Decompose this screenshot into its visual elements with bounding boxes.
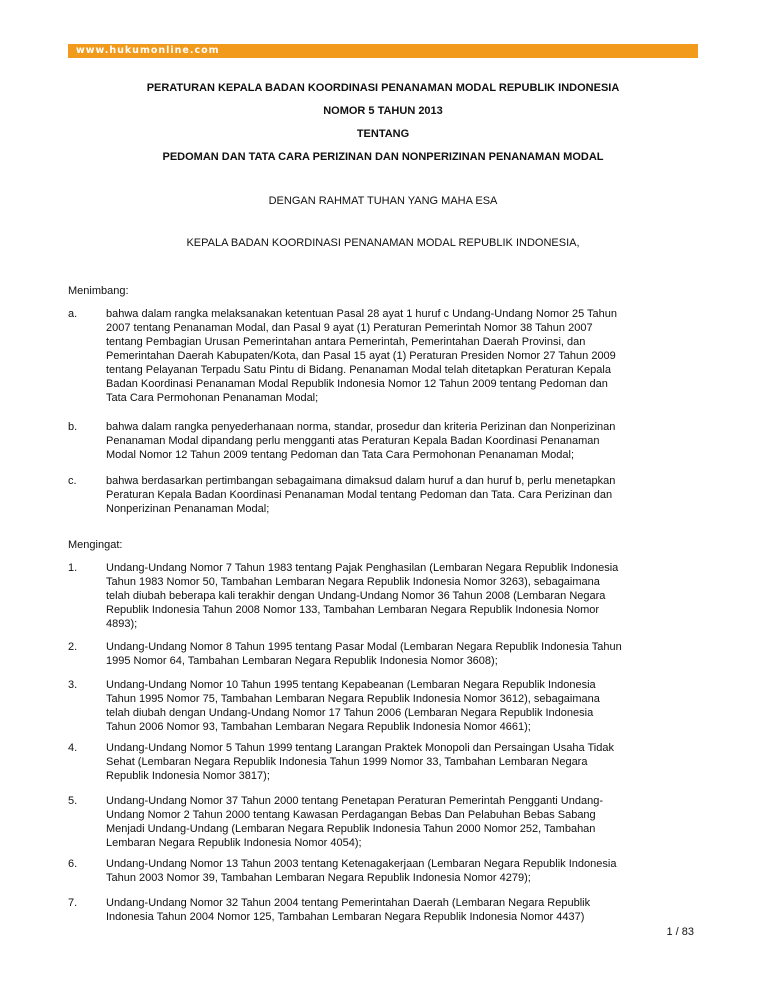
title-line-2: NOMOR 5 TAHUN 2013 [323,105,443,117]
item-line: Lembaran Negara Republik Indonesia Nomor 4054); [106,837,362,849]
item-line: Menjadi Undang-Undang (Lembaran Negara Republik Indonesia Tahun 2000 Nomor 252, Tambahan [106,823,596,835]
item-line: tentang Pembagian Urusan Pemerintahan antara Pemerintah, Pemerintahan Daerah Provinsi, dan [106,336,586,348]
item-line: Tata Cara Permohonan Penanaman Modal; [106,392,319,404]
title-line-3: TENTANG [356,128,410,140]
item-line: Undang-Undang Nomor 37 Tahun 2000 tentang Penetapan Peraturan Pemerintah Pengganti Undang- [106,795,603,807]
item-marker: a. [68,308,78,320]
item-line: Undang-Undang Nomor 13 Tahun 2003 tentang Ketenagakerjaan (Lembaran Negara Republik Indonesia [106,858,617,870]
item-line: Tahun 2003 Nomor 39, Tambahan Lembaran Negara Republik Indonesia Nomor 4279); [106,872,531,884]
page-number: 1 / 83 [666,926,694,938]
item-line: Pemerintahan Daerah Kabupaten/Kota, dan Pasal 15 ayat (1) Peraturan Presiden Nomor 27 Tahun 2009 [106,350,616,362]
item-line: Tahun 2006 Nomor 93, Tambahan Lembaran Negara Republik Indonesia Nomor 4661); [106,721,531,733]
site-header-bar [68,44,698,58]
item-marker: 1. [68,562,78,574]
item-line: Republik Indonesia Nomor 3817); [106,770,270,782]
item-line: Undang-Undang Nomor 5 Tahun 1999 tentang Larangan Praktek Monopoli dan Persaingan Usaha Tidak [106,742,614,754]
item-line: Undang-Undang Nomor 32 Tahun 2004 tentang Pemerintahan Daerah (Lembaran Negara Republik [106,897,591,909]
item-line: 2007 tentang Penanaman Modal, dan Pasal 9 ayat (1) Peraturan Pemerintah Nomor 38 Tahun 2007 [106,322,593,334]
item-line: Modal Nomor 12 Tahun 2009 tentang Pedoman dan Tata Cara Permohonan Penanaman Modal; [106,449,575,461]
item-line: Undang-Undang Nomor 10 Tahun 1995 tentang Kepabeanan (Lembaran Negara Republik Indonesia [106,679,596,691]
item-marker: 6. [68,858,78,870]
item-line: Republik Indonesia Tahun 2008 Nomor 133, Tambahan Lembaran Negara Republik Indonesia Nomor [106,604,600,616]
title-line-4: PEDOMAN DAN TATA CARA PERIZINAN DAN NONPERIZINAN PENANAMAN MODAL [162,151,604,163]
item-line: Tahun 1995 Nomor 75, Tambahan Lembaran Negara Republik Indonesia Nomor 3612), sebagaimana [106,693,600,705]
item-line: 1995 Nomor 64, Tambahan Lembaran Negara Republik Indonesia Nomor 3608); [106,655,498,667]
item-line: telah diubah beberapa kali terakhir dengan Undang-Undang Nomor 36 Tahun 2008 (Lembaran Negara [106,590,606,602]
mengingat-label: Mengingat: [68,539,123,551]
item-line: telah diubah dengan Undang-Undang Nomor 17 Tahun 2006 (Lembaran Negara Republik Indonesia [106,707,594,719]
item-line: Nonperizinan Penanaman Modal; [106,503,270,515]
preamble-kepala: KEPALA BADAN KOORDINASI PENANAMAN MODAL REPUBLIK INDONESIA, [186,237,580,249]
title-line-1: PERATURAN KEPALA BADAN KOORDINASI PENANAMAN MODAL REPUBLIK INDONESIA [146,82,620,94]
preamble-rahmat: DENGAN RAHMAT TUHAN YANG MAHA ESA [268,195,498,207]
item-line: Penanaman Modal dipandang perlu mengganti atas Peraturan Kepala Badan Koordinasi Penanaman [106,435,600,447]
item-marker: 3. [68,679,78,691]
item-line: Sehat (Lembaran Negara Republik Indonesia Tahun 1999 Nomor 33, Tambahan Lembaran Negara [106,756,588,768]
item-marker: 5. [68,795,78,807]
item-marker: 2. [68,641,78,653]
item-line: Indonesia Tahun 2004 Nomor 125, Tambahan Lembaran Negara Republik Indonesia Nomor 4437) [106,911,585,923]
item-marker: b. [68,421,78,433]
item-line: Badan Koordinasi Penanaman Modal Republik Indonesia Nomor 12 Tahun 2009 tentang Pedoman dan [106,378,608,390]
item-marker: 7. [68,897,78,909]
item-line: 4893); [106,618,138,630]
item-line: Tahun 1983 Nomor 50, Tambahan Lembaran Negara Republik Indonesia Nomor 3263), sebagaimana [106,576,600,588]
item-line: Undang Nomor 2 Tahun 2000 tentang Kawasan Perdagangan Bebas Dan Pelabuhan Bebas Sabang [106,809,596,821]
menimbang-label: Menimbang: [68,285,129,297]
item-marker: c. [68,475,77,487]
site-url[interactable]: www.hukumonline.com [76,45,220,56]
item-marker: 4. [68,742,78,754]
item-line: tentang Pelayanan Terpadu Satu Pintu di Bidang. Penanaman Modal telah ditetapkan Peraturan Kepala [106,364,611,376]
item-line: bahwa berdasarkan pertimbangan sebagaimana dimaksud dalam huruf a dan huruf b, perlu menetapkan [106,475,616,487]
item-line: bahwa dalam rangka penyederhanaan norma, standar, prosedur dan kriteria Perizinan dan Nonperizinan [106,421,616,433]
item-line: Undang-Undang Nomor 8 Tahun 1995 tentang Pasar Modal (Lembaran Negara Republik Indonesia Tahun [106,641,622,653]
item-line: Undang-Undang Nomor 7 Tahun 1983 tentang Pajak Penghasilan (Lembaran Negara Republik Indonesia [106,562,619,574]
item-line: Peraturan Kepala Badan Koordinasi Penanaman Modal tentang Pedoman dan Tata. Cara Perizinan dan [106,489,613,501]
item-line: bahwa dalam rangka melaksanakan ketentuan Pasal 28 ayat 1 huruf c Undang-Undang Nomor 25 Tahun [106,308,618,320]
